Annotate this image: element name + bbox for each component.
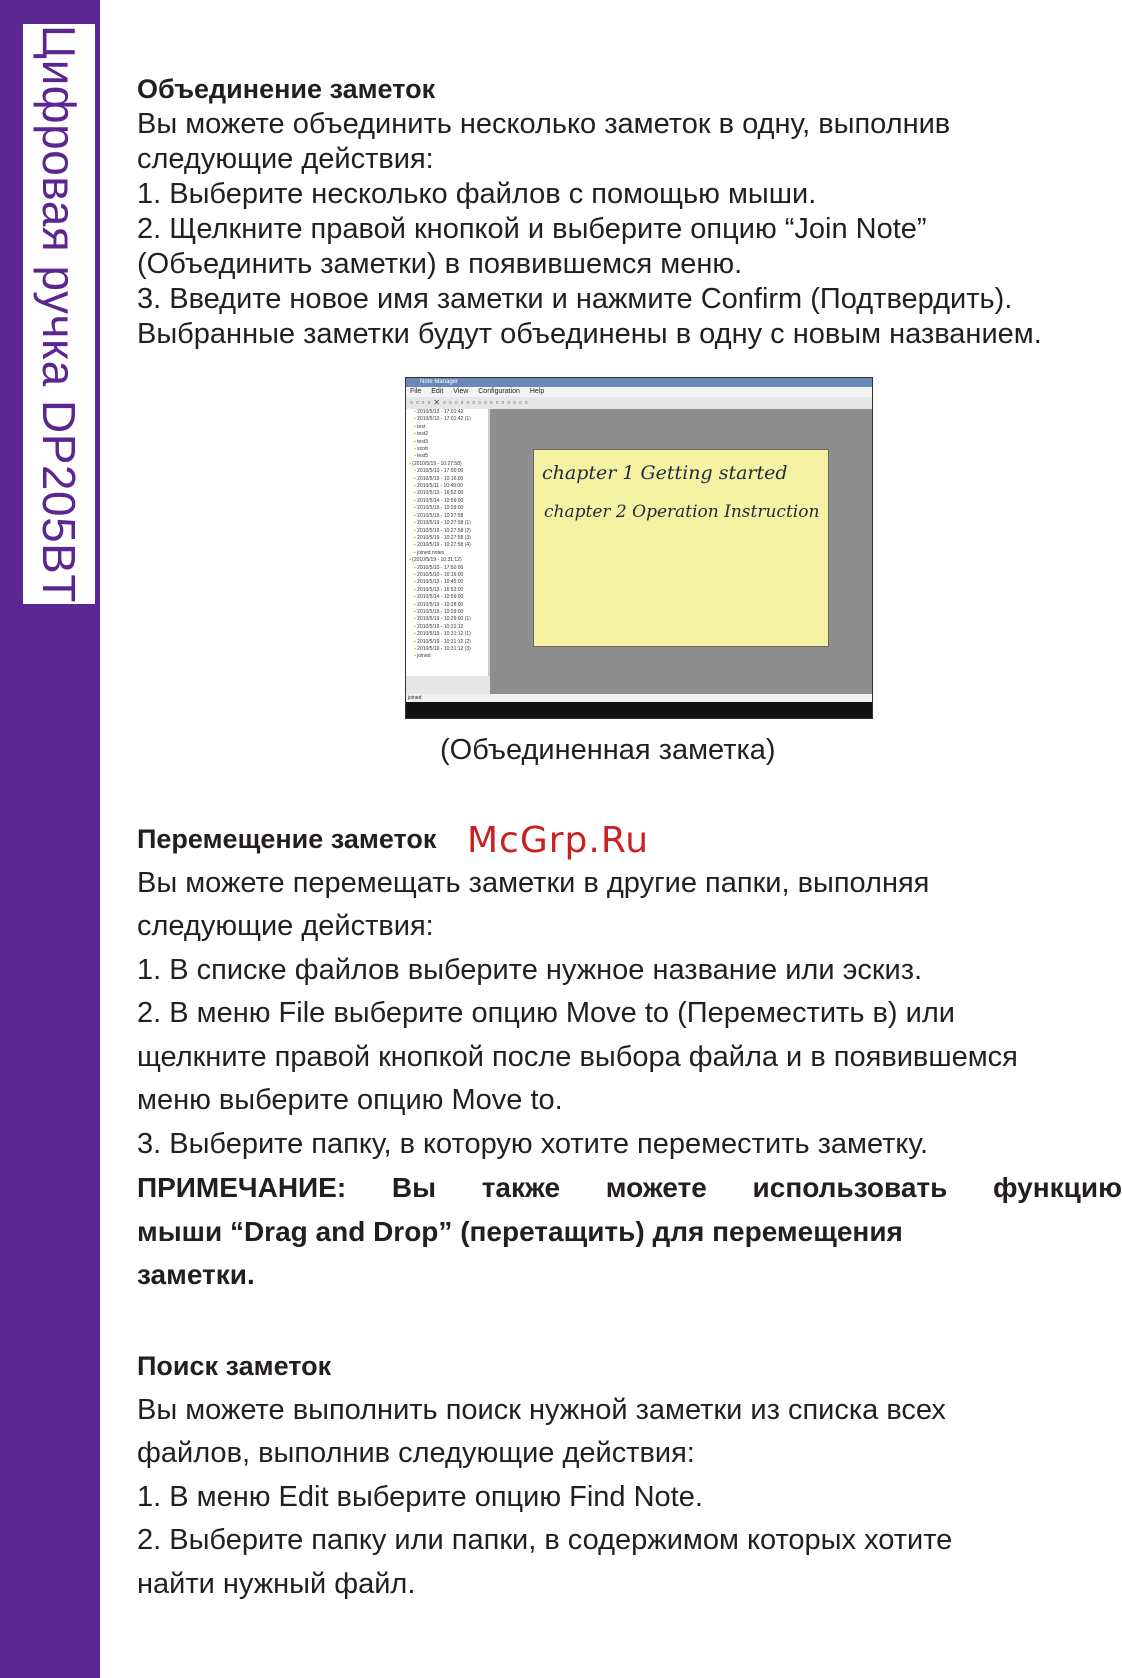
tree-item[interactable]: ▪ 2010/5/10 - 10:16:00 — [406, 476, 488, 483]
note-line: ПРИМЕЧАНИЕ: Вы также можете использовать функцию — [137, 1172, 1122, 1203]
status-bar: joined — [406, 694, 873, 702]
paragraph-line: 3. Введите новое имя заметки и нажмите Confirm (Подтвердить). — [137, 283, 1013, 315]
tree-item[interactable]: ▪ (2010/5/19 - 10:31:12) — [406, 557, 488, 564]
file-tree — [406, 409, 490, 676]
tree-item[interactable]: ▪ 2010/5/14 - 10:59:00 — [406, 498, 488, 505]
tree-item[interactable]: ▪ 2010/5/10 - 10:16:00 — [406, 572, 488, 579]
menu-configuration: Configuration — [478, 388, 520, 395]
paragraph-line: следующие действия: — [137, 910, 434, 942]
paragraph-line: файлов, выполнив следующие действия: — [137, 1437, 695, 1469]
tree-item[interactable]: ▪ (2010/5/19 - 10:27:58) — [406, 461, 488, 468]
paragraph-line: (Объединить заметки) в появившемся меню. — [137, 248, 743, 280]
handwriting-line-2: chapter 2 Operation Instruction — [544, 502, 820, 522]
tree-item[interactable]: ▪ 2010/5/14 - 10:59:00 — [406, 594, 488, 601]
tree-item[interactable]: ▪ 2010/5/13 - 16:52:00 — [406, 490, 488, 497]
tree-item[interactable]: ▪ 2010/5/19 - 10:31:12 (1) — [406, 631, 488, 638]
tree-item[interactable]: ▪ joined notes — [406, 550, 488, 557]
tree-bottom-bar — [406, 676, 490, 694]
section-heading: Поиск заметок — [137, 1351, 332, 1381]
menu-view: View — [453, 388, 469, 395]
paragraph-line: меню выберите опцию Move to. — [137, 1084, 563, 1116]
paragraph-line: 2. Выберите папку или папки, в содержимом которых хотите — [137, 1524, 953, 1556]
section-move-notes — [137, 818, 1122, 1297]
paragraph-line: 1. В списке файлов выберите нужное название или эскиз. — [137, 953, 923, 986]
joined-note-screenshot — [405, 377, 873, 719]
tree-item[interactable]: ▪ 2010/5/19 - 10:31:12 (2) — [406, 639, 488, 646]
tree-item[interactable]: ▪ 2010/5/13 - 10:45:00 — [406, 579, 488, 586]
tree-item[interactable]: ▪ 2010/5/10 - 17:50:00 — [406, 468, 488, 475]
section-find-notes — [137, 1345, 1122, 1606]
tree-item[interactable]: ▪ 2010/5/13 - 17:01:42 (1) — [406, 416, 488, 423]
tree-item[interactable]: ▪ 2010/5/19 - 10:31:12 — [406, 624, 488, 631]
paragraph-line: Выбранные заметки будут объединены в одну с новым названием. — [137, 318, 1042, 350]
tree-item[interactable]: ▪ test2 — [406, 431, 488, 438]
tree-item[interactable]: ▪ test5 — [406, 453, 488, 460]
note-line: заметки. — [137, 1259, 255, 1290]
section-heading: Перемещение заметок — [137, 824, 437, 854]
taskbar — [406, 702, 872, 718]
handwriting-line-1: chapter 1 Getting started — [542, 462, 788, 484]
tree-item[interactable]: ▪ 2010/5/19 - 10:27:58 (1) — [406, 520, 488, 527]
tree-item[interactable]: ▪ 2010/5/19 - 10:29:00 — [406, 609, 488, 616]
section-join-notes — [137, 72, 1122, 352]
note-paper — [533, 449, 829, 647]
section-heading: Объединение заметок — [137, 74, 436, 104]
paragraph-line: 2. В меню File выберите опцию Move to (Переместить в) или — [137, 997, 955, 1029]
paragraph-line: 2. Щелкните правой кнопкой и выберите опцию “Join Note” — [137, 213, 927, 245]
tree-item[interactable]: ▪ 2010/5/13 - 17:01:42 — [406, 409, 488, 416]
paragraph-line: следующие действия: — [137, 143, 434, 175]
watermark: McGrp.Ru — [467, 820, 650, 861]
tree-item[interactable]: ▪ test3 — [406, 439, 488, 446]
tree-item[interactable]: ▪ 2010/5/13 - 16:53:00 — [406, 587, 488, 594]
tree-item[interactable]: ▪ 2010/5/19 - 10:28:00 — [406, 602, 488, 609]
tree-item[interactable]: ▪ 2010/5/19 - 10:27:58 (2) — [406, 528, 488, 535]
paragraph-line: 3. Выберите папку, в которую хотите переместить заметку. — [137, 1127, 929, 1160]
paragraph-line: Вы можете перемещать заметки в другие папки, выполняя — [137, 866, 930, 899]
note-canvas — [490, 409, 872, 694]
tree-item[interactable]: ▪ 2010/5/19 - 10:29:00 — [406, 505, 488, 512]
tree-item[interactable]: ▪ 2010/5/19 - 10:27:58 — [406, 513, 488, 520]
menu-file: File — [410, 388, 422, 395]
figure-caption: (Объединенная заметка) — [440, 734, 776, 766]
menu-bar — [406, 387, 872, 397]
tree-item[interactable]: ▪ 2010/5/11 - 10:49:00 — [406, 483, 488, 490]
paragraph-line: найти нужный файл. — [137, 1567, 416, 1600]
tree-item[interactable]: ▪ 2010/5/19 - 10:29:00 (1) — [406, 616, 488, 623]
side-band — [0, 0, 100, 1678]
tree-item[interactable]: ▪ test — [406, 424, 488, 431]
side-label-box — [23, 24, 95, 604]
paragraph-line: 1. Выберите несколько файлов с помощью мыши. — [137, 178, 817, 210]
window-title: Note Manager — [406, 378, 872, 387]
tree-item[interactable]: ▪ joined — [406, 653, 488, 660]
paragraph-line: щелкните правой кнопкой после выбора файла и в появившемся — [137, 1040, 1018, 1073]
tree-item[interactable]: ▪ 2010/5/19 - 10:27:58 (4) — [406, 542, 488, 549]
menu-edit: Edit — [431, 388, 444, 395]
tree-item[interactable]: ▪ 2010/5/19 - 10:27:58 (3) — [406, 535, 488, 542]
side-label: Цифровая ручка DP205BT — [33, 25, 85, 603]
note-line: мыши “Drag and Drop” (перетащить) для перемещения — [137, 1215, 903, 1247]
toolbar: ▫▫▫▫✕▫▫▫▫▫▫▫▫▫▫▫▫▫▫▫ — [406, 397, 872, 410]
paragraph-line: Вы можете выполнить поиск нужной заметки из списка всех — [137, 1393, 946, 1426]
tree-item[interactable]: ▪ scott — [406, 446, 488, 453]
tree-item[interactable]: ▪ 2010/5/19 - 10:31:12 (3) — [406, 646, 488, 653]
paragraph-line: 1. В меню Edit выберите опцию Find Note. — [137, 1480, 703, 1513]
tree-item[interactable]: ▪ 2010/5/10 - 17:50:00 — [406, 565, 488, 572]
paragraph-line: Вы можете объединить несколько заметок в одну, выполнив — [137, 108, 951, 140]
menu-help: Help — [529, 388, 545, 395]
